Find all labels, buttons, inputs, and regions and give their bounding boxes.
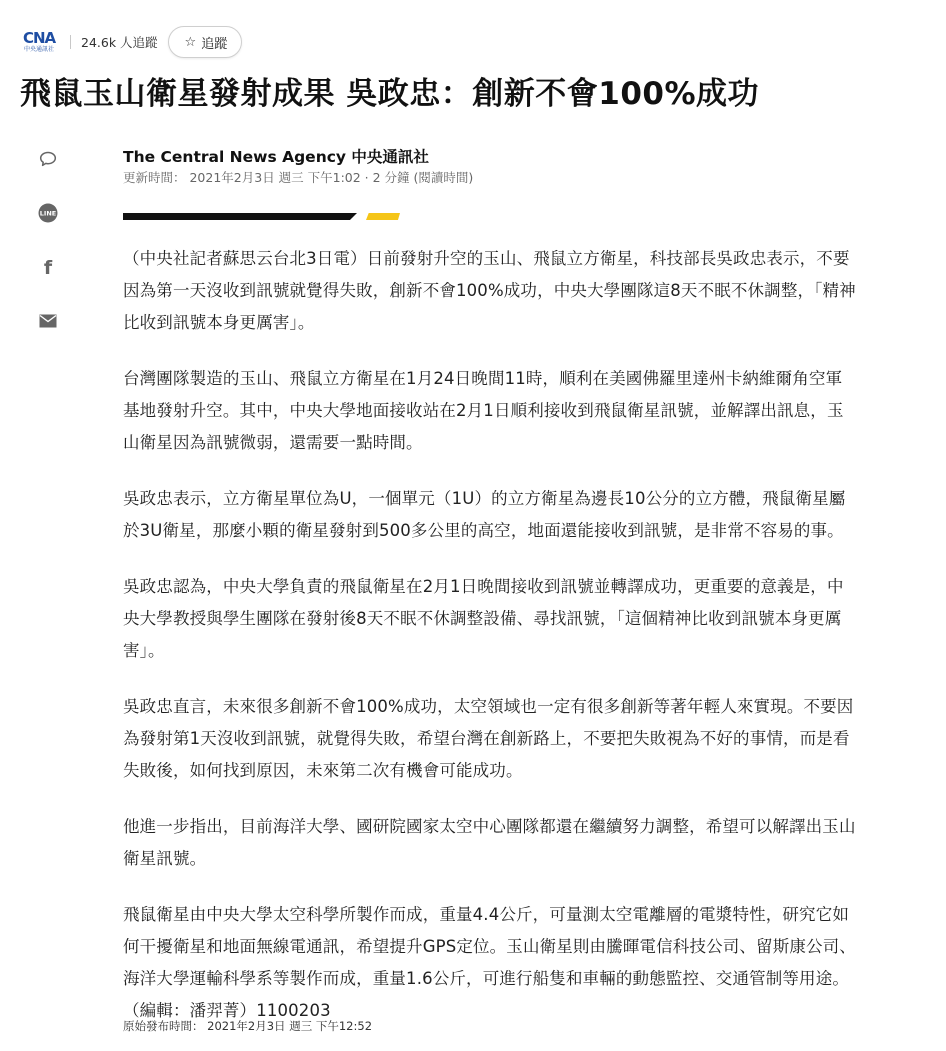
publisher-bar: [22, 26, 242, 58]
follower-count: 24.6k 人追蹤: [81, 35, 158, 50]
article-title: 飛鼠玉山衛星發射成果 吳政忠：創新不會100%成功: [20, 76, 760, 112]
facebook-icon-text: f: [43, 257, 53, 277]
facebook-icon[interactable]: [37, 256, 59, 278]
article-body: [123, 243, 858, 1051]
star-icon: ☆: [184, 34, 197, 50]
paragraph: 台灣團隊製造的玉山、飛鼠立方衛星在1月24日晚間11時，順利在美國佛羅里達州卡納維爾角空軍基地發射升空。其中，中央大學地面接收站在2月1日順利接收到飛鼠衛星訊號，並解譯出訊息，玉山衛星因為訊號微弱，還需要一點時間。: [123, 369, 844, 452]
line-icon[interactable]: [37, 202, 59, 224]
paragraph: 吳政忠表示，立方衛星單位為U，一個單元（1U）的立方衛星為邊長10公分的立方體，飛鼠衛星屬於3U衛星，那麼小顆的衛星發射到500多公里的高空，地面還能接收到訊號，是非常不容易的事。: [123, 489, 846, 540]
divider: [70, 35, 71, 49]
cna-logo[interactable]: [22, 28, 56, 56]
paragraph: 他進一步指出，目前海洋大學、國研院國家太空中心團隊都還在繼續努力調整，希望可以解譯出玉山衛星訊號。: [123, 817, 856, 868]
paragraph: 吳政忠直言，未來很多創新不會100%成功，太空領域也一定有很多創新等著年輕人來實現。不要因為發射第1天沒收到訊號，就覺得失敗，希望台灣在創新路上，不要把失敗視為不好的事情，而是看失敗後，如何找到原因，未來第二次有機會可能成功。: [123, 697, 854, 780]
paragraph: 飛鼠衛星由中央大學太空科學所製作而成，重量4.4公斤，可量測太空電離層的電漿特性，研究它如何干擾衛星和地面無線電通訊，希望提升GPS定位。玉山衛星則由騰暉電信科技公司、留斯康公司、海洋大學運輸科學系等製作而成，重量1.6公斤，可進行船隻和車輛的動態監控、交通管制等用途。（編輯：潘羿菁）1100203: [123, 905, 856, 1020]
original-publish-time: 原始發布時間： 2021年2月3日 週三 下午12:52: [123, 1019, 373, 1033]
comment-icon[interactable]: [37, 148, 59, 170]
logo-subtitle: 中央通訊社: [24, 46, 55, 53]
logo-mark: CNA: [23, 29, 56, 47]
follow-button[interactable]: [168, 26, 243, 58]
mail-icon[interactable]: [37, 310, 59, 332]
divider-bar-yellow: [366, 213, 400, 220]
byline: [123, 146, 473, 187]
line-icon-text: LINE: [39, 209, 57, 218]
source-name[interactable]: The Central News Agency 中央通訊社: [123, 148, 429, 166]
paragraph: 吳政忠認為，中央大學負責的飛鼠衛星在2月1日晚間接收到訊號並轉譯成功，更重要的意義是，中央大學教授與學生團隊在發射後8天不眠不休調整設備、尋找訊號，「這個精神比收到訊號本身更厲害」。: [123, 577, 844, 660]
paragraph: （中央社記者蘇思云台北3日電）日前發射升空的玉山、飛鼠立方衛星，科技部長吳政忠表示，不要因為第一天沒收到訊號就覺得失敗，創新不會100%成功，中央大學團隊這8天不眠不休調整，「精神比收到訊號本身更厲害」。: [123, 249, 856, 332]
divider-bar-black: [123, 213, 357, 220]
follow-label: 追蹤: [201, 36, 228, 52]
update-time: 更新時間： 2021年2月3日 週三 下午1:02 · 2 分鐘 (閱讀時間): [123, 170, 474, 185]
